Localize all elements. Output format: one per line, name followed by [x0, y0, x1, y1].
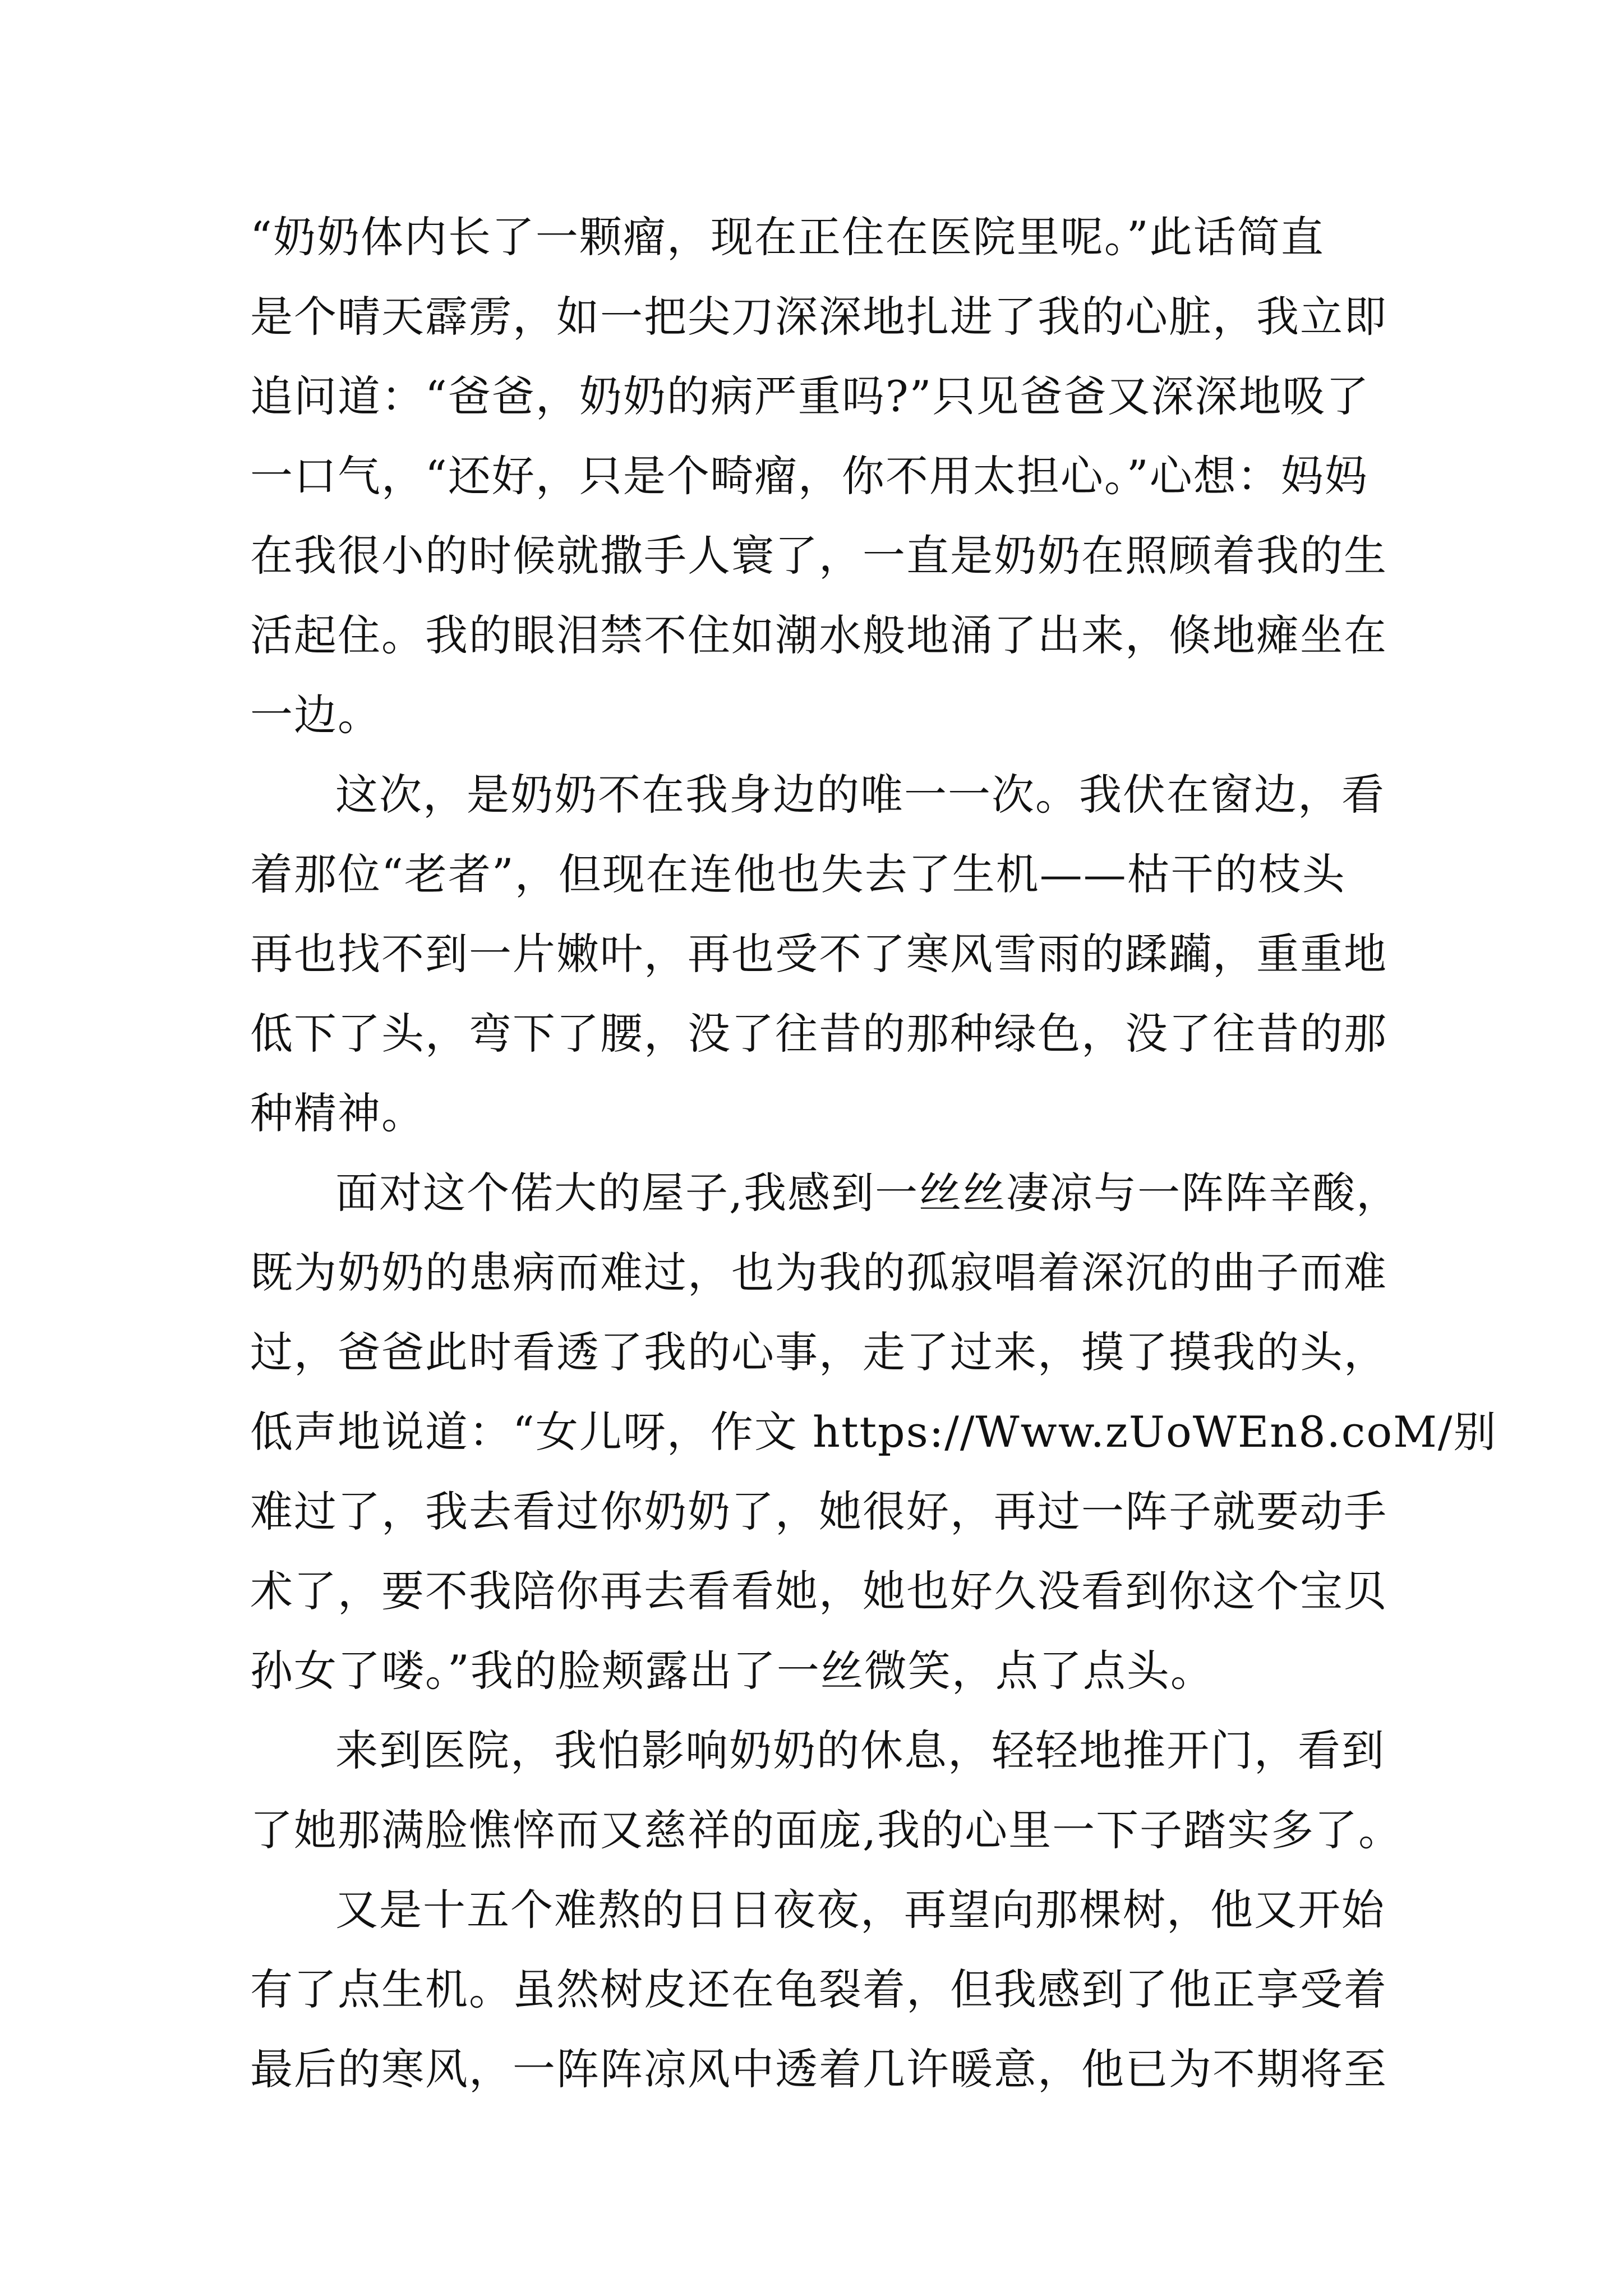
text-line: 过，爸爸此时看透了我的心事，走了过来，摸了摸我的头， [250, 1327, 1387, 1377]
text-line: 难过了，我去看过你奶奶了，她很好，再过一阵子就要动手 [250, 1487, 1387, 1536]
text-line: 低声地说道：“女儿呀，作文 https://Www.zUoWEn8.coM/别 [250, 1407, 1497, 1457]
text-line: 是个晴天霹雳，如一把尖刀深深地扎进了我的心脏，我立即 [250, 292, 1387, 342]
text-line: 着那位“老者”，但现在连他也失去了生机——枯干的枝头 [250, 849, 1346, 899]
text-line: 来到医院，我怕影响奶奶的休息，轻轻地推开门，看到 [335, 1726, 1385, 1775]
paragraph-5 [250, 1870, 1387, 2109]
paragraph-2 [250, 755, 1387, 1153]
body-text [250, 197, 1497, 2109]
text-line: 在我很小的时候就撒手人寰了，一直是奶奶在照顾着我的生 [250, 531, 1387, 581]
text-line: 活起住。我的眼泪禁不住如潮水般地涌了出来，倏地瘫坐在 [250, 610, 1387, 660]
text-line: 了她那满脸憔悴而又慈祥的面庞,我的心里一下子踏实多了。 [250, 1805, 1403, 1855]
text-line: 种精神。 [250, 1088, 425, 1138]
text-line: “奶奶体内长了一颗瘤，现在正住在医院里呢。”此话简直 [250, 212, 1325, 262]
paragraph-3 [250, 1153, 1497, 1711]
text-line: 最后的寒风，一阵阵凉风中透着几许暖意，他已为不期将至 [250, 2044, 1387, 2094]
text-line: 低下了头，弯下了腰，没了往昔的那种绿色，没了往昔的那 [250, 1009, 1387, 1059]
text-line: 既为奶奶的患病而难过，也为我的孤寂唱着深沉的曲子而难 [250, 1248, 1387, 1297]
text-line: 有了点生机。虽然树皮还在龟裂着，但我感到了他正享受着 [250, 1964, 1387, 2014]
text-line: 一口气，“还好，只是个畸瘤，你不用太担心。”心想：妈妈 [250, 451, 1368, 501]
text-line: 追问道：“爸爸，奶奶的病严重吗?”只见爸爸又深深地吸了 [250, 371, 1370, 421]
text-line: 再也找不到一片嫩叶，再也受不了寒风雪雨的蹂躏，重重地 [250, 929, 1387, 979]
text-line: 一边。 [250, 690, 381, 740]
paragraph-1 [250, 197, 1387, 755]
text-line: 术了，要不我陪你再去看看她，她也好久没看到你这个宝贝 [250, 1566, 1387, 1616]
text-line: 又是十五个难熬的日日夜夜，再望向那棵树，他又开始 [335, 1885, 1385, 1935]
text-line: 这次，是奶奶不在我身边的唯一一次。我伏在窗边，看 [335, 770, 1385, 820]
text-line: 孙女了喽。”我的脸颊露出了一丝微笑，点了点头。 [250, 1646, 1214, 1696]
paragraph-4 [250, 1711, 1403, 1870]
text-line: 面对这个偌大的屋子,我感到一丝丝凄凉与一阵阵辛酸， [335, 1168, 1400, 1218]
